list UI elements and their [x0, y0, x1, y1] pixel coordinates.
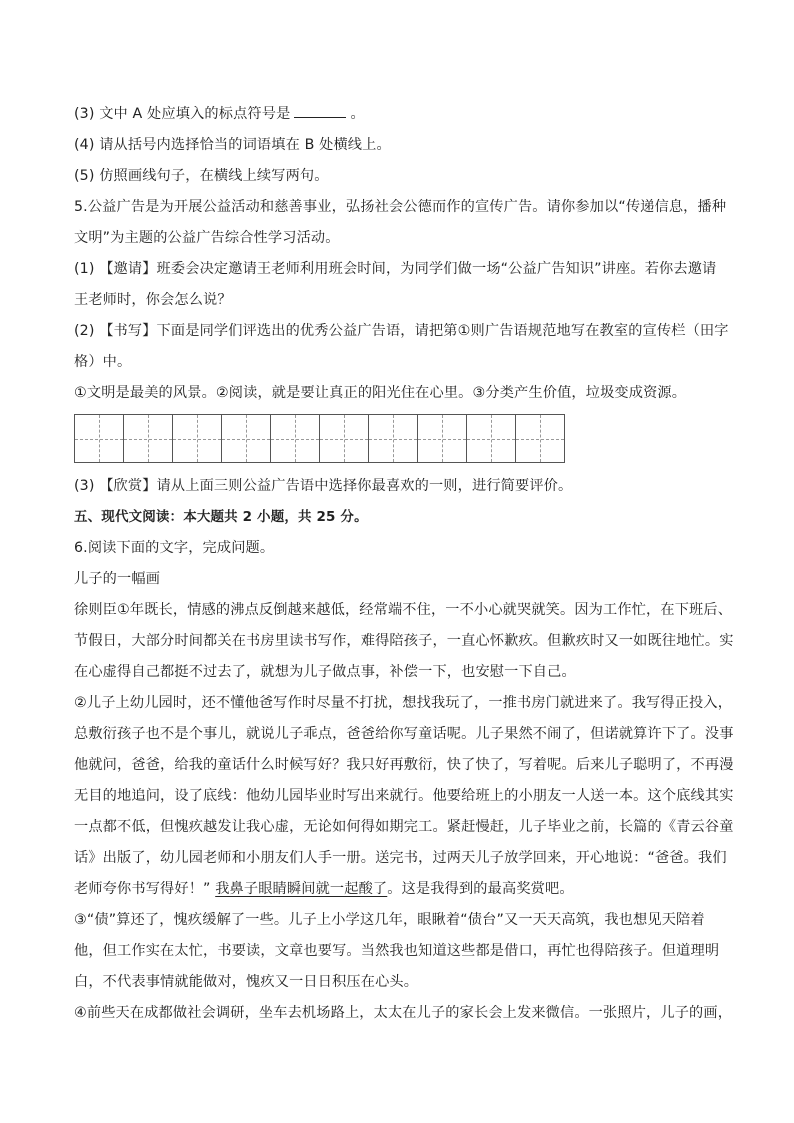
grid-cell[interactable]: [467, 415, 516, 462]
answer-blank: [294, 105, 346, 118]
grid-cell[interactable]: [418, 415, 467, 462]
article-line: 总敷衍孩子也不是个事儿，就说儿子乖点，爸爸给你写童话呢。儿子果然不闹了，但诺就算许下了。没事: [74, 726, 734, 742]
q4-sub3-end: 。: [350, 106, 365, 122]
article-line-10: [74, 879, 574, 899]
article-line: ④前些天在成都做社会调研，坐车去机场路上，太太在儿子的家长会上发来微信。一张照片，儿子的画，: [74, 1005, 733, 1021]
article-line: 话》出版了，幼儿园老师和小朋友们人手一册。送完书，过两天儿子放学回来，开心地说：“爸爸。我们: [74, 850, 727, 866]
article-line-10-text: 老师夸你书写得好！”: [74, 881, 211, 897]
q5-sub2-line1: (2) 【书写】下面是同学们评选出的优秀公益广告语，请把第①则广告语规范地写在教室的宣传栏（田字: [74, 323, 729, 339]
grid-cell[interactable]: [516, 415, 564, 462]
grid-cell[interactable]: [271, 415, 320, 462]
q5-sub2-line2: 格）中。: [74, 354, 132, 370]
article-line-10-end: 。这是我得到的最高奖赏吧。: [387, 881, 574, 897]
q5-slogans: ①文明是最美的风景。②阅读，就是要让真正的阳光住在心里。③分类产生价值，垃圾变成资源。: [74, 385, 687, 401]
q5-sub1-line1: (1) 【邀请】班委会决定邀请王老师利用班会时间，为同学们做一场“公益广告知识”讲座。若你去邀请: [74, 261, 717, 277]
q5-stem-line2: 文明”为主题的公益广告综合性学习活动。: [74, 230, 340, 246]
q4-sub5: (5) 仿照画线句子，在横线上续写两句。: [74, 168, 329, 184]
underlined-sentence: 我鼻子眼睛瞬间就一起酸了: [215, 881, 388, 897]
article-line: 无目的地追问，设了底线：他幼儿园毕业时写出来就行。他要给班上的小朋友一人送一本。这个底线其实: [74, 788, 734, 804]
q4-sub3: [74, 104, 365, 124]
article-line: 他，但工作实在太忙，书要读，文章也要写。当然我也知道这些都是借口，再忙也得陪孩子。但道理明: [74, 943, 720, 959]
tian-zi-grid[interactable]: [74, 414, 565, 463]
article-line: 徐则臣①年既长，情感的沸点反倒越来越低，经常端不住，一不小心就哭就笑。因为工作忙，在下班后、: [74, 602, 733, 618]
article-line: ③“债”算还了，愧疚缓解了一些。儿子上小学这几年，眼瞅着“债台”又一天天高筑，我也想见天陪着: [74, 912, 705, 928]
article-line: 在心虚得自己都挺不过去了，就想为儿子做点事，补偿一下，也安慰一下自己。: [74, 664, 576, 680]
q6-stem: 6.阅读下面的文字，完成问题。: [74, 540, 275, 556]
article-line: 白，不代表事情就能做对，愧疚又一日日积压在心头。: [74, 974, 419, 990]
q5-stem-line1: 5.公益广告是为开展公益活动和慈善事业，弘扬社会公德而作的宣传广告。请你参加以“传递信息，播种: [74, 199, 727, 215]
grid-cell[interactable]: [369, 415, 418, 462]
section-header: 五、现代文阅读：本大题共 2 小题，共 25 分。: [74, 509, 368, 525]
grid-cell[interactable]: [320, 415, 369, 462]
article-line: 节假日，大部分时间都关在书房里读书写作，难得陪孩子，一直心怀歉疚。但歉疚时又一如既往地忙。实: [74, 633, 734, 649]
q4-sub4: (4) 请从括号内选择恰当的词语填在 B 处横线上。: [74, 137, 391, 153]
article-title: 儿子的一幅画: [74, 571, 161, 587]
q5-sub3: (3) 【欣赏】请从上面三则公益广告语中选择你最喜欢的一则，进行简要评价。: [74, 478, 573, 494]
grid-cell[interactable]: [75, 415, 124, 462]
q5-sub1-line2: 王老师时，你会怎么说？: [74, 292, 232, 308]
q4-sub3-text: (3) 文中 A 处应填入的标点符号是: [74, 106, 291, 122]
grid-cell[interactable]: [124, 415, 173, 462]
article-line: 他就问，爸爸，给我的童话什么时候写好？我只好再敷衍，快了快了，写着呢。后来儿子聪明了，不再漫: [74, 757, 734, 773]
grid-cell[interactable]: [173, 415, 222, 462]
article-line: 一点都不低，但愧疚越发让我心虚，无论如何得如期完工。紧赶慢赶，儿子毕业之前，长篇的《青云谷童: [74, 819, 734, 835]
article-line: ②儿子上幼儿园时，还不懂他爸写作时尽量不打扰，想找我玩了，一推书房门就进来了。我写得正投入，: [74, 695, 733, 711]
grid-cell[interactable]: [222, 415, 271, 462]
